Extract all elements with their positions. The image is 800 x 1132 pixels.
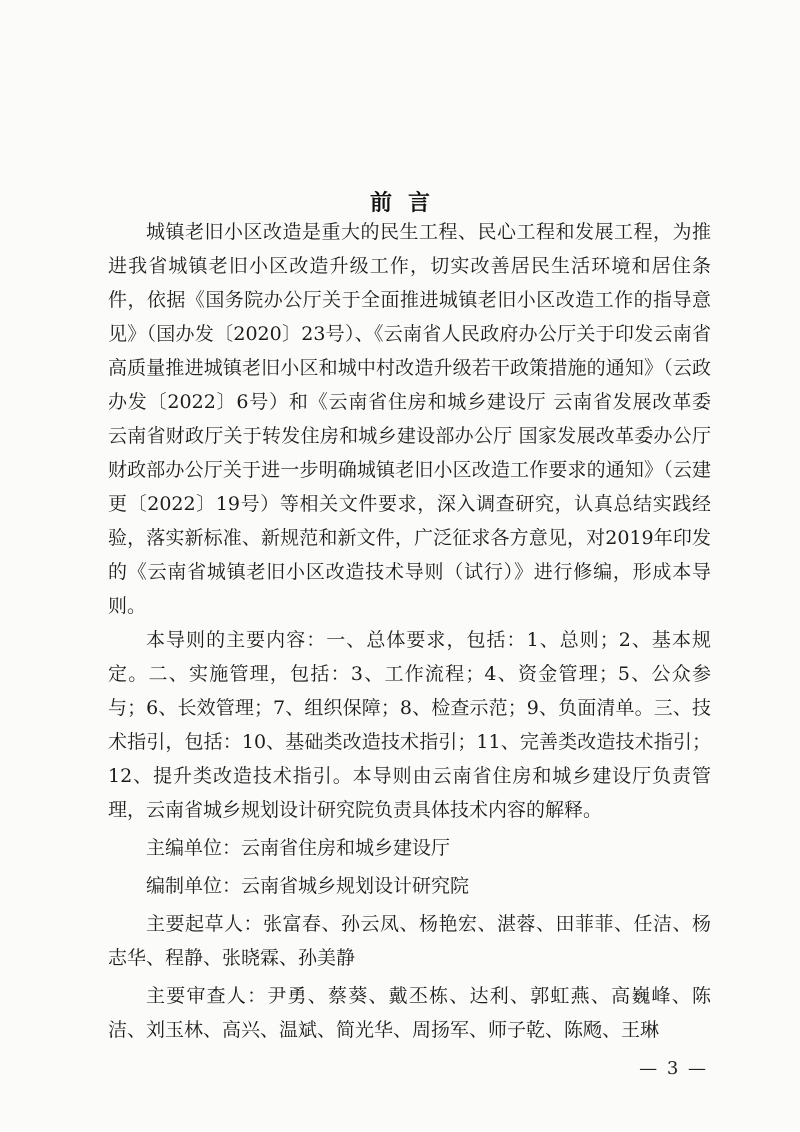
paragraph-reviewers: 主要审查人：尹勇、蔡葵、戴丕栋、达利、郭虹燕、高巍峰、陈洁、刘玉林、高兴、温斌、简光华、周扬军、师子乾、陈飏、王琳 [108, 985, 711, 1041]
paragraph-compiler: 编制单位：云南省城乡规划设计研究院 [146, 875, 470, 897]
page-number: — 3 — [639, 1058, 708, 1079]
paragraph-chief-editor: 主编单位：云南省住房和城乡建设厅 [146, 837, 451, 859]
page-title: 前言 [369, 191, 446, 216]
paragraph-drafters: 主要起草人：张富春、孙云凤、杨艳宏、湛蓉、田菲菲、任洁、杨志华、程静、张晓霖、孙美静 [108, 913, 711, 969]
paragraph-intro: 城镇老旧小区改造是重大的民生工程、民心工程和发展工程，为推进我省城镇老旧小区改造升级工作，切实改善居民生活环境和居住条件，依据《国务院办公厅关于全面推进城镇老旧小区改造工作的指导意见》（国办发〔2020〕23号）、《云南省人民政府办公厅关于印发云南省高质量推进城镇老旧小区和城中村改造升级若干政策措施的通知》（云政办发〔2022〕6号）和《云南省住房和城乡建设厅 云南省发展改革委 云南省财政厅关于转发住房和城乡建设部办公厅 国家发展改革委办公厅 财政部办公厅关于进一步明确城镇老旧小区改造工作要求的通知》（云建更〔2022〕19号）等相关文件要求，深入调查研究，认真总结实践经验，落实新标准、新规范和新文件，广泛征求各方意见，对2019年印发的《云南省城镇老旧小区改造技术导则（试行）》进行修编，形成本导则。 [108, 221, 711, 617]
paragraph-contents: 本导则的主要内容：一、总体要求，包括：1、总则；2、基本规定。二、实施管理，包括：3、工作流程；4、资金管理；5、公众参与；6、长效管理；7、组织保障；8、检查示范；9、负面清单。三、技术指引，包括：10、基础类改造技术指引；11、完善类改造技术指引；12、提升类改造技术指引。本导则由云南省住房和城乡建设厅负责管理，云南省城乡规划设计研究院负责具体技术内容的解释。 [108, 629, 711, 821]
preface-body [108, 215, 711, 1047]
